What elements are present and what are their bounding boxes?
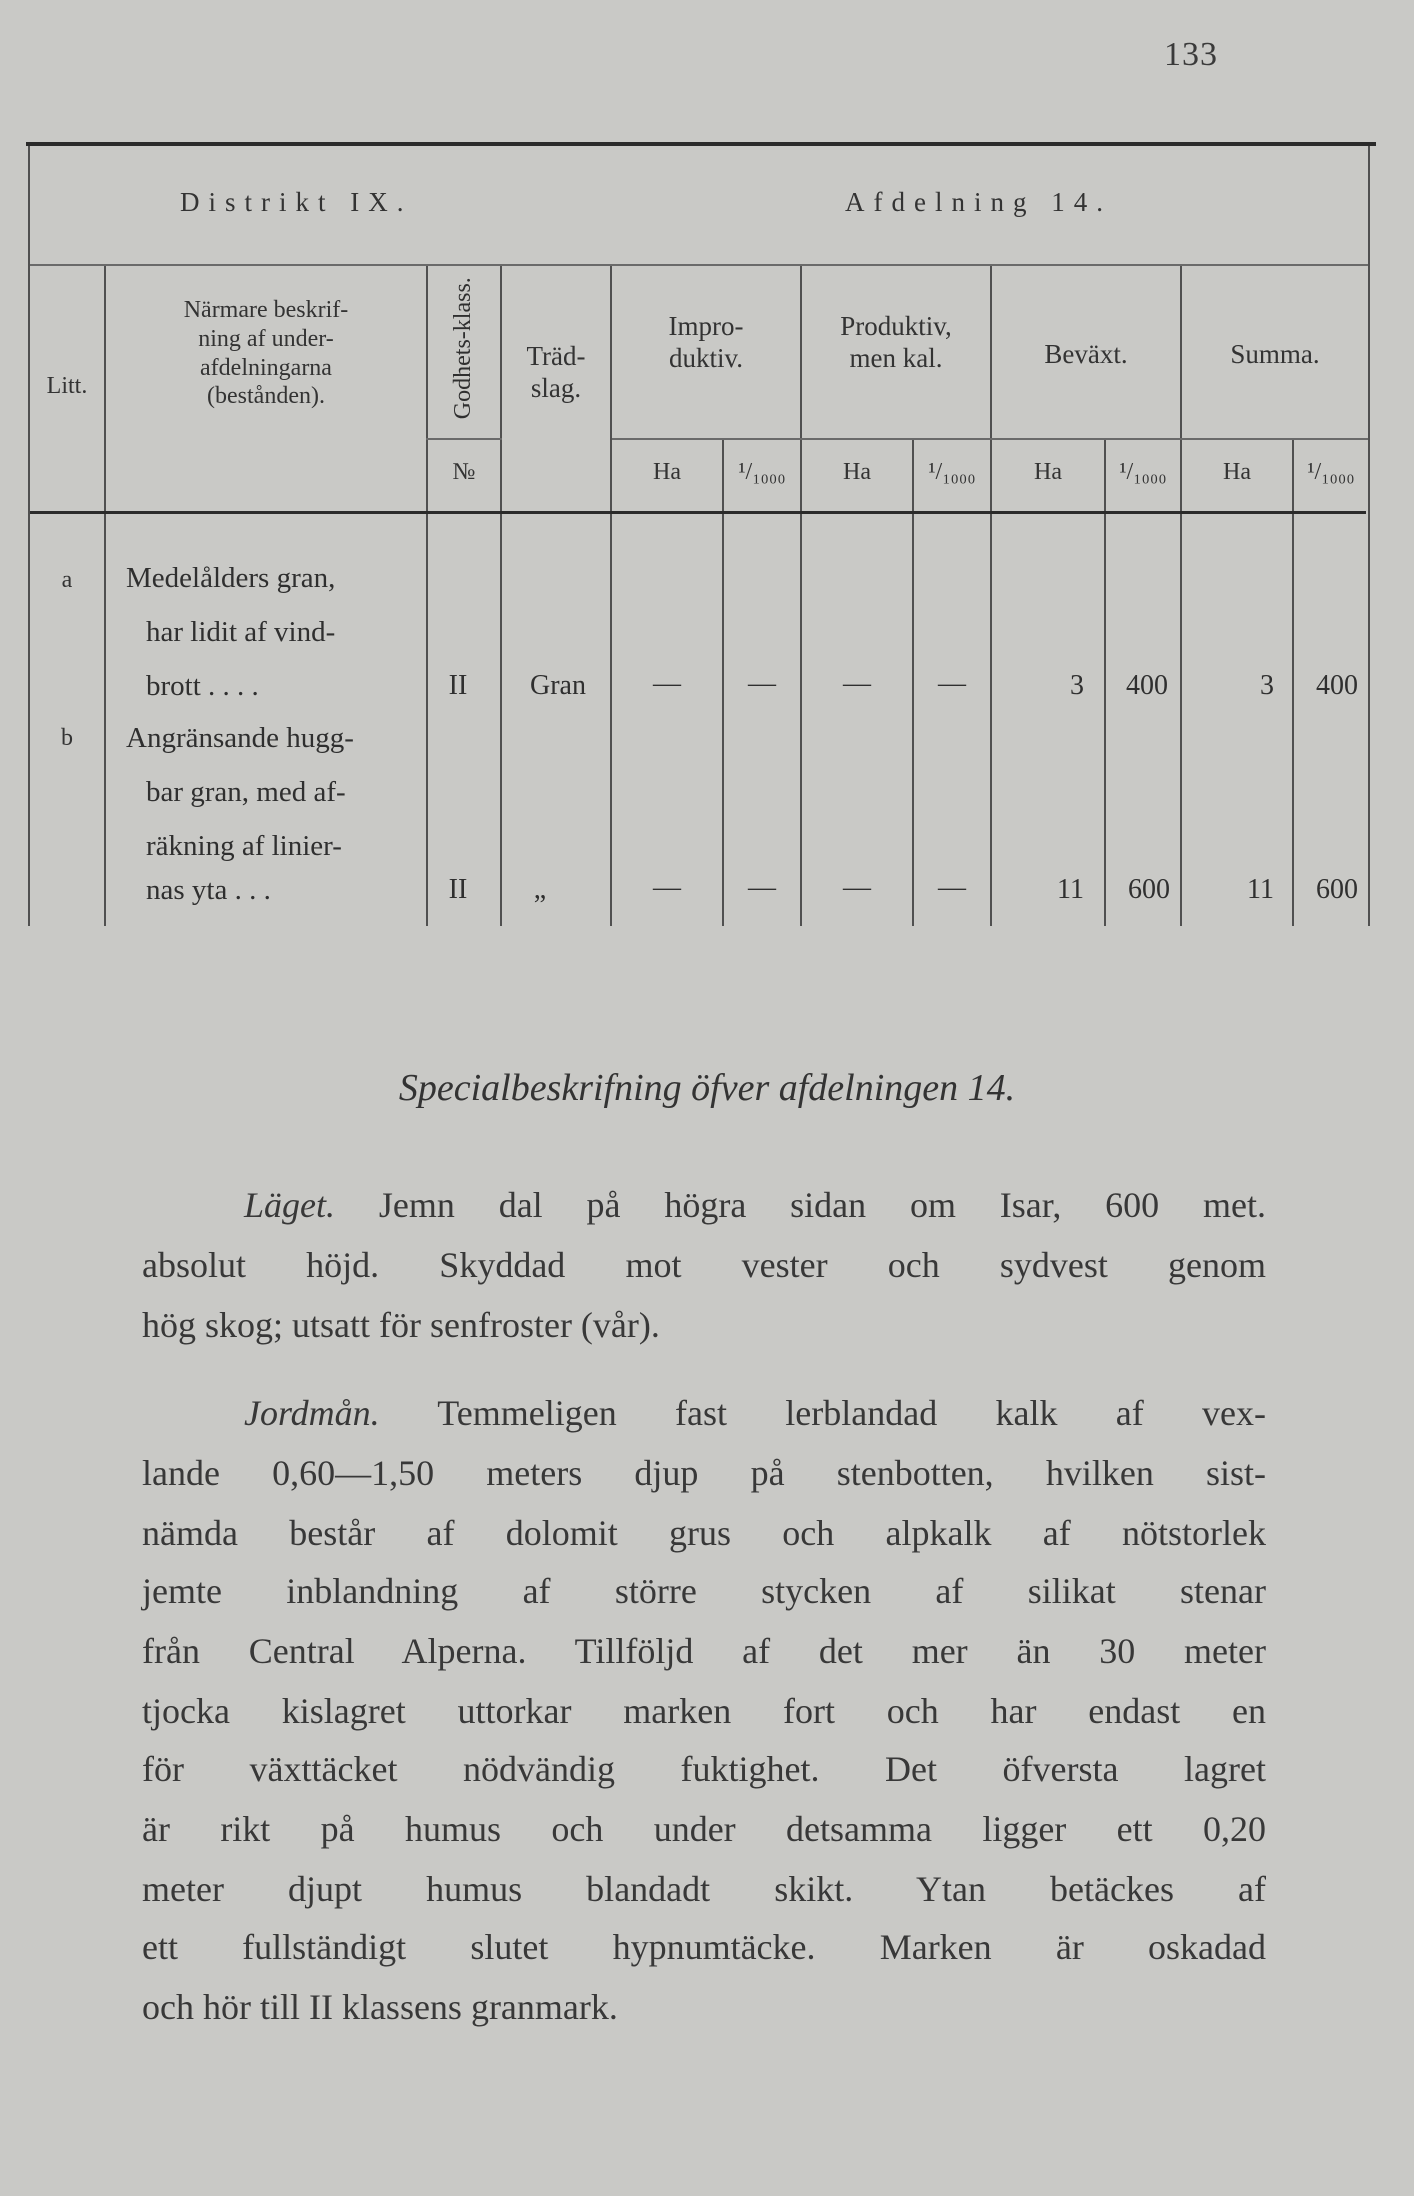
header-improduktiv-line: Impro- xyxy=(668,311,744,341)
header-litt: Litt. xyxy=(46,373,88,399)
row-b-litt: b xyxy=(61,725,73,751)
district-label: Distrikt IX. xyxy=(180,187,413,217)
row-a-litt: a xyxy=(61,567,73,593)
header-description xyxy=(108,296,424,411)
row-b-produktiv-frac: — xyxy=(938,872,966,903)
header-summa: Summa. xyxy=(1230,339,1320,369)
row-b-summa-frac: 600 xyxy=(1316,874,1358,905)
row-b-description-line: Angränsande hugg- xyxy=(126,722,354,754)
row-a-description-line: har lidit af vind- xyxy=(146,616,336,648)
section-title: Specialbeskrifning öfver afdelningen 14. xyxy=(398,1067,1016,1109)
table-head-rule xyxy=(30,511,1366,514)
row-b-description-line: bar gran, med af- xyxy=(146,776,346,808)
unit-ha: Ha xyxy=(843,459,871,485)
laget-heading: Läget. xyxy=(244,1185,336,1225)
row-b-description-line: nas yta . . . xyxy=(146,874,271,906)
row-b-godhetsklass: II xyxy=(448,874,468,905)
laget-line: Jemn dal på högra sidan om Isar, 600 met. xyxy=(378,1185,1266,1225)
row-b-description-line: räkning af linier- xyxy=(146,830,342,862)
row-a-produktiv-frac: — xyxy=(938,668,966,699)
row-a-produktiv-ha: — xyxy=(843,668,871,699)
row-a-summa-frac: 400 xyxy=(1316,670,1358,701)
row-a-bevaxt-frac: 400 xyxy=(1126,670,1168,701)
unit-ha: Ha xyxy=(653,459,681,485)
header-tradslag xyxy=(502,340,610,405)
row-b-produktiv-ha: — xyxy=(843,872,871,903)
unit-fraction: ¹/₁₀₀₀ xyxy=(1119,459,1167,485)
header-description-line: (bestånden). xyxy=(207,383,325,410)
godhet-sub-rule xyxy=(426,438,502,440)
row-a-bevaxt-ha: 3 xyxy=(1070,670,1084,701)
header-godhetsklass-sub: № xyxy=(452,459,476,485)
page-number: 133 xyxy=(1164,36,1218,73)
row-a-description-line: brott . . . . xyxy=(146,670,259,702)
header-improduktiv xyxy=(612,310,800,375)
row-a-tradslag: Gran xyxy=(530,670,586,701)
jordman-line: lande 0,60—1,50 meters djup på stenbotten, hvilken sist- xyxy=(142,1453,1266,1493)
header-description-line: Närmare beskrif- xyxy=(183,297,349,323)
header-godhetsklass: Godhets-klass. xyxy=(449,277,476,420)
laget-line: hög skog; utsatt för senfroster (vår). xyxy=(142,1305,660,1345)
laget-line: absolut höjd. Skyddad mot vester och sydvest genom xyxy=(142,1245,1266,1285)
jordman-heading: Jordmån. xyxy=(244,1393,380,1433)
col-rule-litt xyxy=(104,266,106,926)
unit-ha: Ha xyxy=(1034,459,1062,485)
jordman-line: ett fullständigt slutet hypnumtäcke. Marken är oskadad xyxy=(142,1927,1266,1967)
header-tradslag-line: slag. xyxy=(530,373,582,404)
header-produktiv-line: men kal. xyxy=(849,343,943,374)
row-b-summa-ha: 11 xyxy=(1247,874,1274,905)
jordman-line: meter djupt humus blandadt skikt. Ytan betäckes af xyxy=(142,1869,1266,1909)
table-right-border xyxy=(1368,146,1370,926)
unit-fraction: ¹/₁₀₀₀ xyxy=(738,459,786,485)
table-left-border xyxy=(28,146,30,926)
jordman-line: för växttäcket nödvändig fuktighet. Det öfversta lagret xyxy=(142,1749,1266,1789)
row-a-improduktiv-frac: — xyxy=(748,668,776,699)
row-b-tradslag: „ xyxy=(533,874,547,905)
header-description-line: ning af under- xyxy=(198,325,334,352)
row-b-bevaxt-frac: 600 xyxy=(1128,874,1170,905)
jordman-line: och hör till II klassens granmark. xyxy=(142,1987,618,2027)
afdelning-label: Afdelning 14. xyxy=(845,187,1112,217)
row-b-bevaxt-ha: 11 xyxy=(1057,874,1084,905)
row-a-godhetsklass: II xyxy=(448,670,468,701)
row-a-summa-ha: 3 xyxy=(1260,670,1274,701)
header-tradslag-line: Träd- xyxy=(526,341,586,371)
row-a-improduktiv-ha: — xyxy=(653,668,681,699)
row-a-description-line: Medelålders gran, xyxy=(126,562,336,594)
jordman-line: nämda består af dolomit grus och alpkalk af nötstorlek xyxy=(142,1513,1266,1553)
jordman-line: tjocka kislagret uttorkar marken fort och har endast en xyxy=(142,1691,1266,1731)
jordman-line-first xyxy=(244,1392,1266,1434)
unit-fraction: ¹/₁₀₀₀ xyxy=(928,459,976,485)
unit-ha: Ha xyxy=(1223,459,1251,485)
header-bevaxt: Beväxt. xyxy=(1044,339,1128,369)
col-rule-desc xyxy=(426,266,428,926)
jordman-line: är rikt på humus och under detsamma ligger ett 0,20 xyxy=(142,1809,1266,1849)
table-top-rule xyxy=(26,142,1376,146)
row-b-improduktiv-ha: — xyxy=(653,872,681,903)
row-b-improduktiv-frac: — xyxy=(748,872,776,903)
header-description-line: afdelningarna xyxy=(200,354,332,381)
unit-fraction: ¹/₁₀₀₀ xyxy=(1307,459,1355,485)
jordman-line: från Central Alperna. Tillföljd af det mer än 30 meter xyxy=(142,1631,1266,1671)
header-produktiv xyxy=(802,310,990,375)
unit-row-rule xyxy=(612,438,1368,440)
jordman-line: jemte inblandning af större stycken af silikat stenar xyxy=(142,1571,1266,1611)
district-rule xyxy=(30,264,1368,266)
jordman-line: Temmeligen fast lerblandad kalk af vex- xyxy=(437,1393,1266,1433)
laget-line-first xyxy=(244,1184,1266,1226)
header-produktiv-line: Produktiv, xyxy=(840,311,952,341)
header-improduktiv-line: duktiv. xyxy=(669,343,743,374)
